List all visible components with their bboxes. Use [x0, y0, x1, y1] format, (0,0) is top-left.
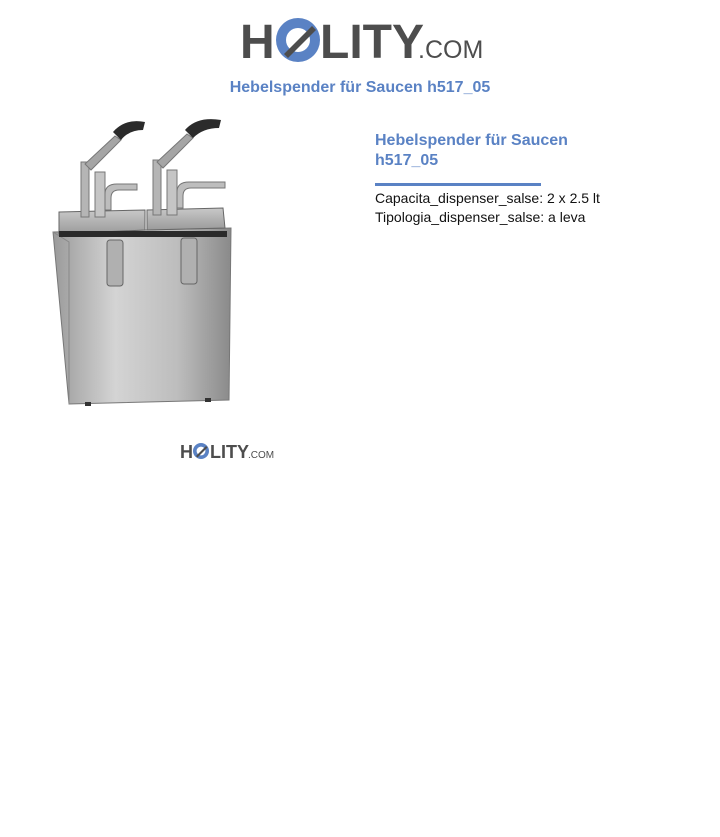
logo-text-main: LITY [320, 16, 424, 68]
logo-text-suffix: .COM [418, 36, 484, 64]
product-name: Hebelspender für Saucen h517_05 [375, 132, 568, 169]
spec-type: Tipologia_dispenser_salse: a leva [375, 209, 586, 225]
logo-small-letter-h: H [180, 442, 193, 462]
page-title: Hebelspender für Saucen h517_05 [229, 79, 491, 96]
logo-small-text-suffix: .COM [248, 450, 275, 461]
spec-capacity-label: Capacita_dispenser_salse [375, 190, 540, 206]
logo-small-text-main: LITY [210, 442, 249, 462]
holity-logo-small [180, 439, 275, 463]
product-image [45, 112, 255, 412]
logo-letter-h: H [240, 16, 275, 68]
holity-logo[interactable] [240, 10, 485, 68]
spec-type-label: Tipologia_dispenser_salse [375, 209, 541, 225]
spec-panel [375, 131, 675, 227]
logo-small-ring-icon [193, 443, 209, 459]
spec-type-value: a leva [548, 209, 586, 225]
divider [375, 183, 541, 186]
spec-capacity-value: 2 x 2.5 lt [547, 190, 600, 206]
spec-capacity: Capacita_dispenser_salse: 2 x 2.5 lt [375, 190, 600, 206]
logo-ring-icon [276, 18, 320, 62]
